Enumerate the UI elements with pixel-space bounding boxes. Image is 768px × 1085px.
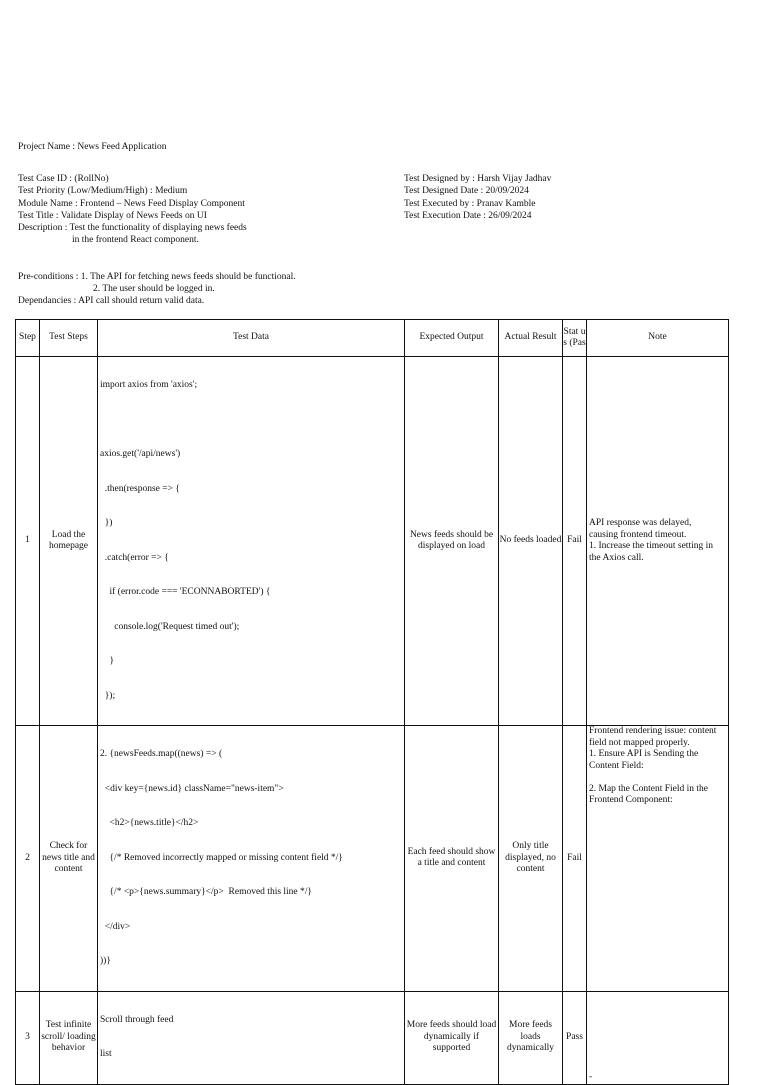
table-row xyxy=(16,726,729,992)
row-expected-output: More feeds should load dynamically if supported xyxy=(405,991,499,1084)
code-line: .catch(error => { xyxy=(100,552,169,563)
row-test-data xyxy=(98,991,405,1084)
row-expected-output: Each feed should show a title and content xyxy=(405,726,499,992)
column-header-expected-output: Expected Output xyxy=(405,320,499,357)
note-line: 1. Increase the timeout setting in xyxy=(589,541,713,551)
row-step-number: 3 xyxy=(16,991,40,1084)
row-actual-result: Only title displayed, no content xyxy=(499,726,563,992)
preconditions-line-2: 2. The user should be logged in. xyxy=(93,284,215,294)
test-execution-date: Test Execution Date : 26/09/2024 xyxy=(404,211,532,221)
row-note xyxy=(587,357,729,726)
row-status: Fail xyxy=(563,726,587,992)
code-line: <div key={news.id} className="news-item"> xyxy=(100,783,284,794)
test-case-table xyxy=(15,319,729,1085)
code-line: if (error.code === 'ECONNABORTED') { xyxy=(100,587,271,597)
note-line: Content Field: xyxy=(589,760,644,771)
test-case-id: Test Case ID : (RollNo) xyxy=(18,174,109,184)
note-line: Frontend Component: xyxy=(589,795,673,805)
table-row xyxy=(16,357,729,726)
code-line: </div> xyxy=(100,921,131,932)
code-line: }); xyxy=(100,690,116,701)
test-executed-by: Test Executed by : Pranav Kamble xyxy=(404,199,536,209)
code-line: ))} xyxy=(100,956,111,966)
row-test-steps: Check for news title and content xyxy=(40,726,98,992)
code-line: }) xyxy=(100,518,113,528)
row-note xyxy=(587,726,729,992)
table-row xyxy=(16,991,729,1084)
code-line: console.log('Request timed out'); xyxy=(100,621,240,632)
column-header-step: Step xyxy=(16,320,40,357)
module-name: Module Name : Frontend – News Feed Display Component xyxy=(18,199,245,209)
note-line xyxy=(589,772,728,784)
column-header-status: Stat us (Pas xyxy=(563,320,587,357)
code-line: {/* Removed incorrectly mapped or missing content field */} xyxy=(100,852,343,863)
row-actual-result: No feeds loaded xyxy=(499,357,563,726)
note-line: 2. Map the Content Field in the xyxy=(589,783,709,794)
dependencies: Dependancies : API call should return valid data. xyxy=(18,296,205,306)
row-step-number: 1 xyxy=(16,357,40,726)
row-status: Pass xyxy=(563,991,587,1084)
preconditions-line-1: Pre-conditions : 1. The API for fetching news feeds should be functional. xyxy=(18,272,296,282)
code-line: } xyxy=(100,656,115,666)
note-line: field not mapped properly. xyxy=(589,737,690,748)
code-line: .then(response => { xyxy=(100,483,180,494)
code-line: Scroll through feed xyxy=(100,1014,174,1025)
row-note xyxy=(587,991,729,1084)
test-priority: Test Priority (Low/Medium/High) : Medium xyxy=(18,186,188,196)
table-header-row xyxy=(16,320,729,357)
note-line: 1. Ensure API is Sending the xyxy=(589,749,699,759)
test-designed-date: Test Designed Date : 20/09/2024 xyxy=(404,186,529,196)
row-test-data xyxy=(98,357,405,726)
description-line-1: Description : Test the functionality of displaying news feeds xyxy=(18,223,247,233)
row-test-steps: Load the homepage xyxy=(40,357,98,726)
column-header-note: Note xyxy=(587,320,729,357)
code-line xyxy=(100,415,404,427)
code-line: list xyxy=(100,1049,112,1059)
note-line: causing frontend timeout. xyxy=(589,529,687,540)
note-line: the Axios call. xyxy=(589,552,644,563)
row-test-steps: Test infinite scroll/ loading behavior xyxy=(40,991,98,1084)
test-title: Test Title : Validate Display of News Feeds on UI xyxy=(18,211,207,221)
column-header-test-data: Test Data xyxy=(98,320,405,357)
note-line: Frontend rendering issue: content xyxy=(589,726,717,736)
row-expected-output: News feeds should be displayed on load xyxy=(405,357,499,726)
code-line: {/* <p>{news.summary}</p> Removed this line */} xyxy=(100,887,312,897)
description-line-2: in the frontend React component. xyxy=(72,235,199,245)
code-line: 2. {newsFeeds.map((news) => ( xyxy=(100,749,223,759)
column-header-test-steps: Test Steps xyxy=(40,320,98,357)
code-line: <h2>{news.title}</h2> xyxy=(100,818,199,828)
test-designed-by: Test Designed by : Harsh Vijay Jadhav xyxy=(404,174,552,184)
column-header-actual-result: Actual Result xyxy=(499,320,563,357)
row-test-data xyxy=(98,726,405,992)
row-status: Fail xyxy=(563,357,587,726)
note-line: API response was delayed, xyxy=(589,518,692,528)
row-actual-result: More feeds loads dynamically xyxy=(499,991,563,1084)
project-name: Project Name : News Feed Application xyxy=(18,142,167,152)
code-line: axios.get('/api/news') xyxy=(100,449,181,459)
row-step-number: 2 xyxy=(16,726,40,992)
note-line: - xyxy=(589,1072,593,1082)
code-line: import axios from 'axios'; xyxy=(100,380,198,390)
